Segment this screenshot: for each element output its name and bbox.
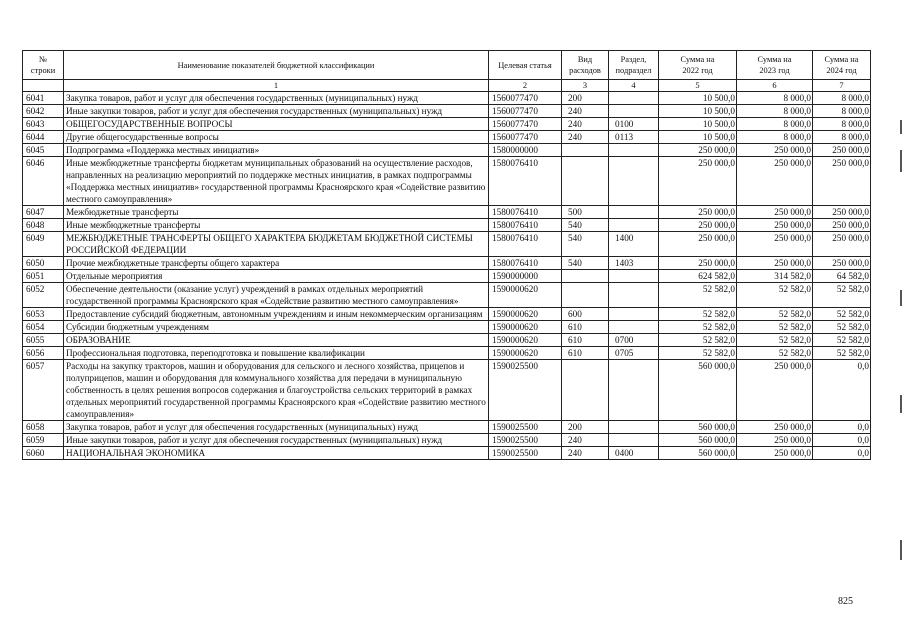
cell-row-number: 6052 bbox=[23, 283, 64, 308]
cell-target-article: 1560077470 bbox=[489, 92, 562, 105]
page-number: 825 bbox=[838, 596, 853, 607]
cell-expense-type: 200 bbox=[562, 421, 609, 434]
header-section: Раздел, подраздел bbox=[609, 51, 659, 80]
cell-sum-2022: 250 000,0 bbox=[659, 232, 737, 257]
cell-name: ОБРАЗОВАНИЕ bbox=[64, 334, 489, 347]
cell-expense-type: 540 bbox=[562, 257, 609, 270]
cell-sum-2022: 560 000,0 bbox=[659, 434, 737, 447]
table-row bbox=[23, 360, 871, 421]
cell-sum-2023: 8 000,0 bbox=[737, 105, 813, 118]
header-sum-2024: Сумма на 2024 год bbox=[813, 51, 871, 80]
cell-target-article: 1590000620 bbox=[489, 283, 562, 308]
cell-sum-2023: 8 000,0 bbox=[737, 118, 813, 131]
cell-section bbox=[609, 92, 659, 105]
cell-target-article: 1590000000 bbox=[489, 270, 562, 283]
cell-section: 0700 bbox=[609, 334, 659, 347]
cell-section bbox=[609, 421, 659, 434]
cell-name: Иные межбюджетные трансферты bbox=[64, 219, 489, 232]
cell-expense-type: 240 bbox=[562, 447, 609, 460]
cell-sum-2023: 8 000,0 bbox=[737, 92, 813, 105]
cell-row-number: 6056 bbox=[23, 347, 64, 360]
cell-section bbox=[609, 219, 659, 232]
cell-section: 0100 bbox=[609, 118, 659, 131]
cell-name: Расходы на закупку тракторов, машин и оборудования для сельского и лесного хозяйства, прицепов и полуприцепов, машин и оборудования для коммунального хозяйства для передачи в муниципальную собственность в целях решения вопросов содержания и благоустройства сельских территорий в рамках отдельных мероприятий государственной программы Красноярского края «Содействие развитию местного самоуправления» bbox=[64, 360, 489, 421]
cell-expense-type bbox=[562, 270, 609, 283]
header-expense-type: Вид расходов bbox=[562, 51, 609, 80]
cell-target-article: 1590025500 bbox=[489, 421, 562, 434]
cell-sum-2024: 250 000,0 bbox=[813, 219, 871, 232]
header-row bbox=[23, 51, 871, 80]
table-row bbox=[23, 321, 871, 334]
cell-expense-type: 500 bbox=[562, 206, 609, 219]
cell-name: Профессиональная подготовка, переподготовка и повышение квалификации bbox=[64, 347, 489, 360]
cell-sum-2023: 314 582,0 bbox=[737, 270, 813, 283]
cell-expense-type: 610 bbox=[562, 321, 609, 334]
cell-sum-2024: 250 000,0 bbox=[813, 144, 871, 157]
cell-sum-2022: 250 000,0 bbox=[659, 157, 737, 206]
cell-expense-type: 240 bbox=[562, 131, 609, 144]
cell-expense-type: 600 bbox=[562, 308, 609, 321]
header-target-article: Целевая статья bbox=[489, 51, 562, 80]
cell-sum-2023: 52 582,0 bbox=[737, 308, 813, 321]
cell-section bbox=[609, 283, 659, 308]
cell-sum-2022: 52 582,0 bbox=[659, 347, 737, 360]
cell-target-article: 1590000620 bbox=[489, 347, 562, 360]
cell-name: Предоставление субсидий бюджетным, автономным учреждениям и иным некоммерческим организациям bbox=[64, 308, 489, 321]
cell-sum-2022: 250 000,0 bbox=[659, 144, 737, 157]
scan-edge-mark bbox=[900, 150, 902, 172]
cell-target-article: 1560077470 bbox=[489, 118, 562, 131]
cell-name: Закупка товаров, работ и услуг для обеспечения государственных (муниципальных) нужд bbox=[64, 92, 489, 105]
cell-name: ОБЩЕГОСУДАРСТВЕННЫЕ ВОПРОСЫ bbox=[64, 118, 489, 131]
table-row bbox=[23, 447, 871, 460]
cell-sum-2024: 250 000,0 bbox=[813, 206, 871, 219]
cell-name: Иные межбюджетные трансферты бюджетам муниципальных образований на осуществление расходов, направленных на реализацию мероприятий по поддержке местных инициатив, в рамках подпрограммы «Поддержка местных инициатив» государственной программы Красноярского края «Содействие развитию местного самоуправления» bbox=[64, 157, 489, 206]
cell-expense-type bbox=[562, 360, 609, 421]
cell-sum-2024: 250 000,0 bbox=[813, 232, 871, 257]
cell-sum-2024: 0,0 bbox=[813, 360, 871, 421]
colnum-2: 2 bbox=[489, 80, 562, 92]
cell-sum-2024: 8 000,0 bbox=[813, 105, 871, 118]
colnum-6: 6 bbox=[737, 80, 813, 92]
table-row bbox=[23, 144, 871, 157]
cell-section: 1403 bbox=[609, 257, 659, 270]
cell-sum-2022: 52 582,0 bbox=[659, 334, 737, 347]
table-row bbox=[23, 257, 871, 270]
cell-sum-2024: 0,0 bbox=[813, 447, 871, 460]
cell-sum-2022: 560 000,0 bbox=[659, 421, 737, 434]
cell-sum-2022: 10 500,0 bbox=[659, 105, 737, 118]
cell-sum-2023: 52 582,0 bbox=[737, 321, 813, 334]
cell-row-number: 6041 bbox=[23, 92, 64, 105]
scan-edge-mark bbox=[900, 120, 902, 134]
cell-sum-2024: 52 582,0 bbox=[813, 308, 871, 321]
cell-sum-2023: 250 000,0 bbox=[737, 232, 813, 257]
cell-name: Межбюджетные трансферты bbox=[64, 206, 489, 219]
cell-target-article: 1580076410 bbox=[489, 232, 562, 257]
cell-name: Иные закупки товаров, работ и услуг для обеспечения государственных (муниципальных) нужд bbox=[64, 434, 489, 447]
cell-section bbox=[609, 308, 659, 321]
cell-sum-2024: 8 000,0 bbox=[813, 92, 871, 105]
cell-target-article: 1590000620 bbox=[489, 334, 562, 347]
cell-section: 0705 bbox=[609, 347, 659, 360]
cell-sum-2024: 0,0 bbox=[813, 421, 871, 434]
cell-section bbox=[609, 360, 659, 421]
cell-expense-type: 610 bbox=[562, 347, 609, 360]
document-page bbox=[22, 50, 870, 460]
colnum-4: 4 bbox=[609, 80, 659, 92]
cell-sum-2023: 250 000,0 bbox=[737, 421, 813, 434]
cell-target-article: 1590025500 bbox=[489, 447, 562, 460]
cell-name: Закупка товаров, работ и услуг для обеспечения государственных (муниципальных) нужд bbox=[64, 421, 489, 434]
cell-section: 0400 bbox=[609, 447, 659, 460]
cell-target-article: 1580076410 bbox=[489, 157, 562, 206]
table-row bbox=[23, 206, 871, 219]
cell-expense-type: 200 bbox=[562, 92, 609, 105]
header-row-number: № строки bbox=[23, 51, 64, 80]
cell-expense-type: 540 bbox=[562, 219, 609, 232]
cell-sum-2024: 8 000,0 bbox=[813, 131, 871, 144]
table-row bbox=[23, 232, 871, 257]
colnum-7: 7 bbox=[813, 80, 871, 92]
cell-section bbox=[609, 206, 659, 219]
cell-row-number: 6042 bbox=[23, 105, 64, 118]
cell-row-number: 6059 bbox=[23, 434, 64, 447]
cell-sum-2022: 560 000,0 bbox=[659, 360, 737, 421]
table-row bbox=[23, 219, 871, 232]
table-row bbox=[23, 434, 871, 447]
cell-row-number: 6051 bbox=[23, 270, 64, 283]
cell-name: Иные закупки товаров, работ и услуг для обеспечения государственных (муниципальных) нужд bbox=[64, 105, 489, 118]
cell-sum-2023: 250 000,0 bbox=[737, 434, 813, 447]
cell-expense-type: 540 bbox=[562, 232, 609, 257]
cell-target-article: 1580076410 bbox=[489, 206, 562, 219]
cell-sum-2022: 250 000,0 bbox=[659, 219, 737, 232]
table-row bbox=[23, 334, 871, 347]
column-number-row bbox=[23, 80, 871, 92]
cell-expense-type bbox=[562, 157, 609, 206]
cell-name: Отдельные мероприятия bbox=[64, 270, 489, 283]
table-row bbox=[23, 92, 871, 105]
cell-sum-2022: 10 500,0 bbox=[659, 118, 737, 131]
table-row bbox=[23, 157, 871, 206]
cell-sum-2023: 52 582,0 bbox=[737, 334, 813, 347]
cell-target-article: 1590000620 bbox=[489, 308, 562, 321]
cell-expense-type: 240 bbox=[562, 118, 609, 131]
cell-row-number: 6043 bbox=[23, 118, 64, 131]
header-sum-2023: Сумма на 2023 год bbox=[737, 51, 813, 80]
cell-name: Подпрограмма «Поддержка местных инициатив» bbox=[64, 144, 489, 157]
cell-sum-2022: 250 000,0 bbox=[659, 206, 737, 219]
table-row bbox=[23, 131, 871, 144]
cell-row-number: 6054 bbox=[23, 321, 64, 334]
cell-sum-2023: 250 000,0 bbox=[737, 206, 813, 219]
cell-section: 1400 bbox=[609, 232, 659, 257]
cell-target-article: 1580076410 bbox=[489, 219, 562, 232]
cell-target-article: 1560077470 bbox=[489, 131, 562, 144]
colnum-blank bbox=[23, 80, 64, 92]
cell-expense-type bbox=[562, 144, 609, 157]
cell-sum-2024: 52 582,0 bbox=[813, 283, 871, 308]
table-row bbox=[23, 105, 871, 118]
cell-sum-2024: 52 582,0 bbox=[813, 347, 871, 360]
cell-section bbox=[609, 105, 659, 118]
cell-sum-2023: 250 000,0 bbox=[737, 157, 813, 206]
cell-target-article: 1560077470 bbox=[489, 105, 562, 118]
cell-name: Обеспечение деятельности (оказание услуг) учреждений в рамках отдельных мероприятий государственной программы Красноярского края «Содействие развитию местного самоуправления» bbox=[64, 283, 489, 308]
cell-target-article: 1580000000 bbox=[489, 144, 562, 157]
cell-section bbox=[609, 144, 659, 157]
cell-sum-2023: 52 582,0 bbox=[737, 283, 813, 308]
header-name: Наименование показателей бюджетной классификации bbox=[64, 51, 489, 80]
cell-row-number: 6049 bbox=[23, 232, 64, 257]
cell-sum-2023: 250 000,0 bbox=[737, 144, 813, 157]
table-row bbox=[23, 118, 871, 131]
cell-row-number: 6058 bbox=[23, 421, 64, 434]
cell-row-number: 6060 bbox=[23, 447, 64, 460]
cell-sum-2024: 64 582,0 bbox=[813, 270, 871, 283]
cell-sum-2023: 8 000,0 bbox=[737, 131, 813, 144]
budget-table bbox=[22, 50, 871, 460]
scan-edge-mark bbox=[900, 395, 902, 413]
cell-sum-2024: 250 000,0 bbox=[813, 257, 871, 270]
cell-row-number: 6046 bbox=[23, 157, 64, 206]
cell-sum-2023: 250 000,0 bbox=[737, 447, 813, 460]
cell-row-number: 6057 bbox=[23, 360, 64, 421]
cell-expense-type bbox=[562, 283, 609, 308]
cell-row-number: 6055 bbox=[23, 334, 64, 347]
table-row bbox=[23, 347, 871, 360]
cell-row-number: 6044 bbox=[23, 131, 64, 144]
table-row bbox=[23, 283, 871, 308]
cell-expense-type: 240 bbox=[562, 434, 609, 447]
cell-name: НАЦИОНАЛЬНАЯ ЭКОНОМИКА bbox=[64, 447, 489, 460]
cell-sum-2023: 250 000,0 bbox=[737, 219, 813, 232]
cell-target-article: 1590025500 bbox=[489, 360, 562, 421]
cell-sum-2024: 250 000,0 bbox=[813, 157, 871, 206]
cell-sum-2022: 52 582,0 bbox=[659, 283, 737, 308]
cell-target-article: 1590025500 bbox=[489, 434, 562, 447]
table-row bbox=[23, 270, 871, 283]
cell-sum-2024: 52 582,0 bbox=[813, 334, 871, 347]
cell-sum-2023: 250 000,0 bbox=[737, 257, 813, 270]
cell-target-article: 1590000620 bbox=[489, 321, 562, 334]
colnum-1: 1 bbox=[64, 80, 489, 92]
table-row bbox=[23, 421, 871, 434]
cell-expense-type: 240 bbox=[562, 105, 609, 118]
cell-sum-2022: 624 582,0 bbox=[659, 270, 737, 283]
cell-section bbox=[609, 321, 659, 334]
cell-name: МЕЖБЮДЖЕТНЫЕ ТРАНСФЕРТЫ ОБЩЕГО ХАРАКТЕРА БЮДЖЕТАМ БЮДЖЕТНОЙ СИСТЕМЫ РОССИЙСКОЙ ФЕДЕРАЦИИ bbox=[64, 232, 489, 257]
cell-row-number: 6048 bbox=[23, 219, 64, 232]
cell-sum-2022: 52 582,0 bbox=[659, 308, 737, 321]
cell-row-number: 6053 bbox=[23, 308, 64, 321]
cell-name: Прочие межбюджетные трансферты общего характера bbox=[64, 257, 489, 270]
colnum-3: 3 bbox=[562, 80, 609, 92]
colnum-5: 5 bbox=[659, 80, 737, 92]
cell-section: 0113 bbox=[609, 131, 659, 144]
cell-sum-2022: 560 000,0 bbox=[659, 447, 737, 460]
scan-edge-mark bbox=[900, 540, 902, 560]
cell-section bbox=[609, 434, 659, 447]
table-body bbox=[23, 92, 871, 460]
cell-sum-2024: 0,0 bbox=[813, 434, 871, 447]
cell-section bbox=[609, 157, 659, 206]
cell-name: Другие общегосударственные вопросы bbox=[64, 131, 489, 144]
cell-sum-2024: 8 000,0 bbox=[813, 118, 871, 131]
cell-sum-2022: 10 500,0 bbox=[659, 92, 737, 105]
cell-row-number: 6050 bbox=[23, 257, 64, 270]
cell-sum-2024: 52 582,0 bbox=[813, 321, 871, 334]
scan-edge-mark bbox=[900, 290, 902, 306]
table-row bbox=[23, 308, 871, 321]
cell-sum-2022: 52 582,0 bbox=[659, 321, 737, 334]
cell-sum-2023: 250 000,0 bbox=[737, 360, 813, 421]
cell-sum-2022: 250 000,0 bbox=[659, 257, 737, 270]
cell-name: Субсидии бюджетным учреждениям bbox=[64, 321, 489, 334]
cell-sum-2023: 52 582,0 bbox=[737, 347, 813, 360]
cell-section bbox=[609, 270, 659, 283]
cell-sum-2022: 10 500,0 bbox=[659, 131, 737, 144]
cell-expense-type: 610 bbox=[562, 334, 609, 347]
cell-target-article: 1580076410 bbox=[489, 257, 562, 270]
cell-row-number: 6047 bbox=[23, 206, 64, 219]
header-sum-2022: Сумма на 2022 год bbox=[659, 51, 737, 80]
cell-row-number: 6045 bbox=[23, 144, 64, 157]
